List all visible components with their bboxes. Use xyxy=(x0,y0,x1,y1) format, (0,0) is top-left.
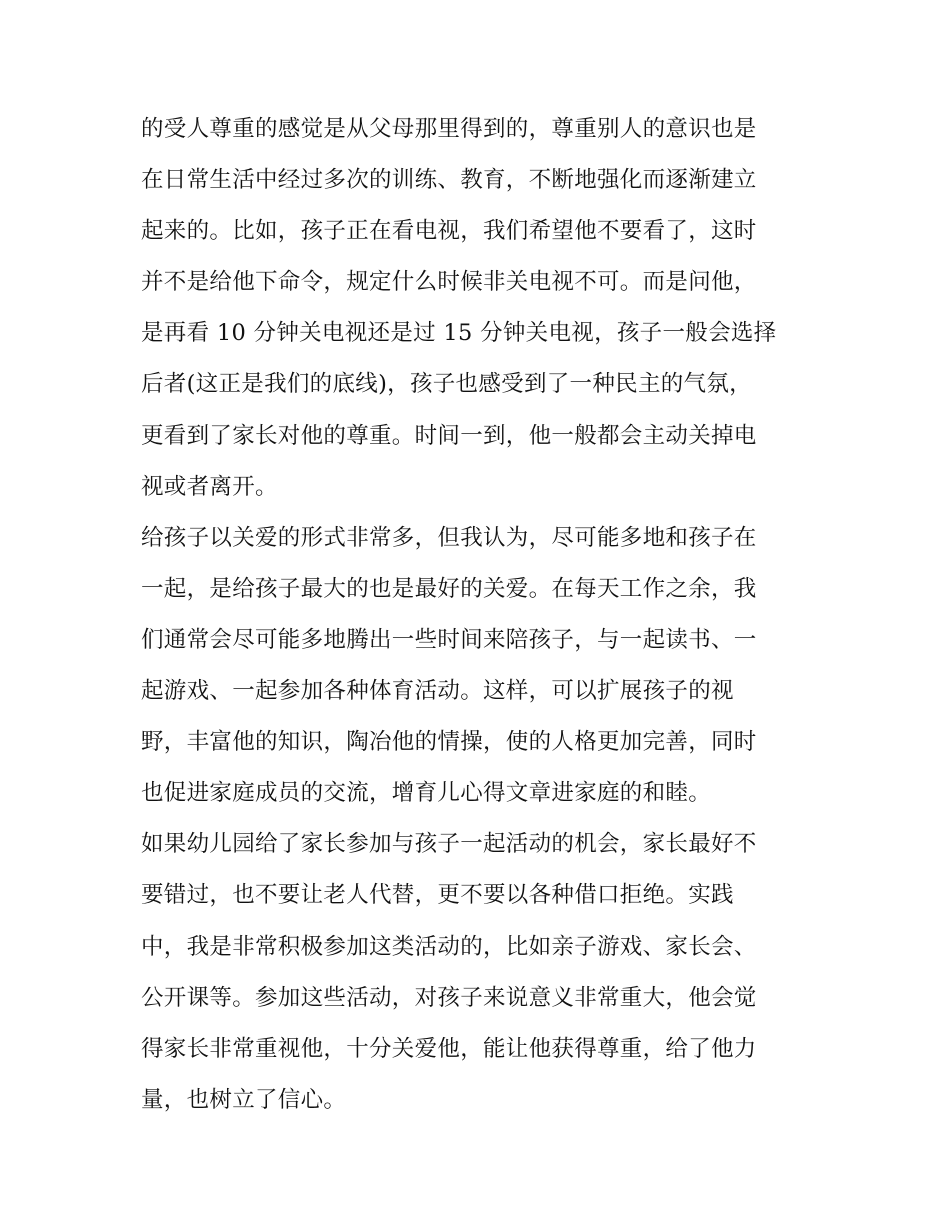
text-line: 一起，是给孩子最大的也是最好的关爱。在每天工作之余，我 xyxy=(141,575,757,602)
text-line: 起游戏、一起参加各种体育活动。这样，可以扩展孩子的视 xyxy=(141,678,734,705)
text-line: 是再看 10 分钟关电视还是过 15 分钟关电视，孩子一般会选择 xyxy=(141,320,777,347)
text-line: 野，丰富他的知识，陶冶他的情操，使的人格更加完善，同时 xyxy=(141,729,757,756)
text-line: 得家长非常重视他，十分关爱他，能让他获得尊重，给了他力 xyxy=(141,1035,757,1062)
text-line: 如果幼儿园给了家长参加与孩子一起活动的机会，家长最好不 xyxy=(141,831,757,858)
document-body-text xyxy=(141,104,813,1126)
text-line: 后者(这正是我们的底线)，孩子也感受到了一种民主的气氛， xyxy=(141,371,752,398)
text-line: 给孩子以关爱的形式非常多，但我认为，尽可能多地和孩子在 xyxy=(141,524,757,551)
text-line: 中，我是非常积极参加这类活动的，比如亲子游戏、家长会、 xyxy=(141,933,757,960)
text-line: 公开课等。参加这些活动，对孩子来说意义非常重大，他会觉 xyxy=(141,984,757,1011)
text-line: 们通常会尽可能多地腾出一些时间来陪孩子，与一起读书、一 xyxy=(141,626,757,653)
text-line: 量，也树立了信心。 xyxy=(141,1086,347,1113)
text-line: 也促进家庭成员的交流，增育儿心得文章进家庭的和睦。 xyxy=(141,780,712,807)
text-line: 的受人尊重的感觉是从父母那里得到的，尊重别人的意识也是 xyxy=(141,116,757,142)
text-line: 起来的。比如，孩子正在看电视，我们希望他不要看了，这时 xyxy=(141,218,757,245)
text-line: 在日常生活中经过多次的训练、教育，不断地强化而逐渐建立 xyxy=(141,167,757,194)
text-line: 并不是给他下命令，规定什么时候非关电视不可。而是问他， xyxy=(141,269,757,296)
text-line: 视或者离开。 xyxy=(141,473,278,500)
text-line: 更看到了家长对他的尊重。时间一到，他一般都会主动关掉电 xyxy=(141,422,757,449)
text-line: 要错过，也不要让老人代替，更不要以各种借口拒绝。实践 xyxy=(141,882,734,909)
